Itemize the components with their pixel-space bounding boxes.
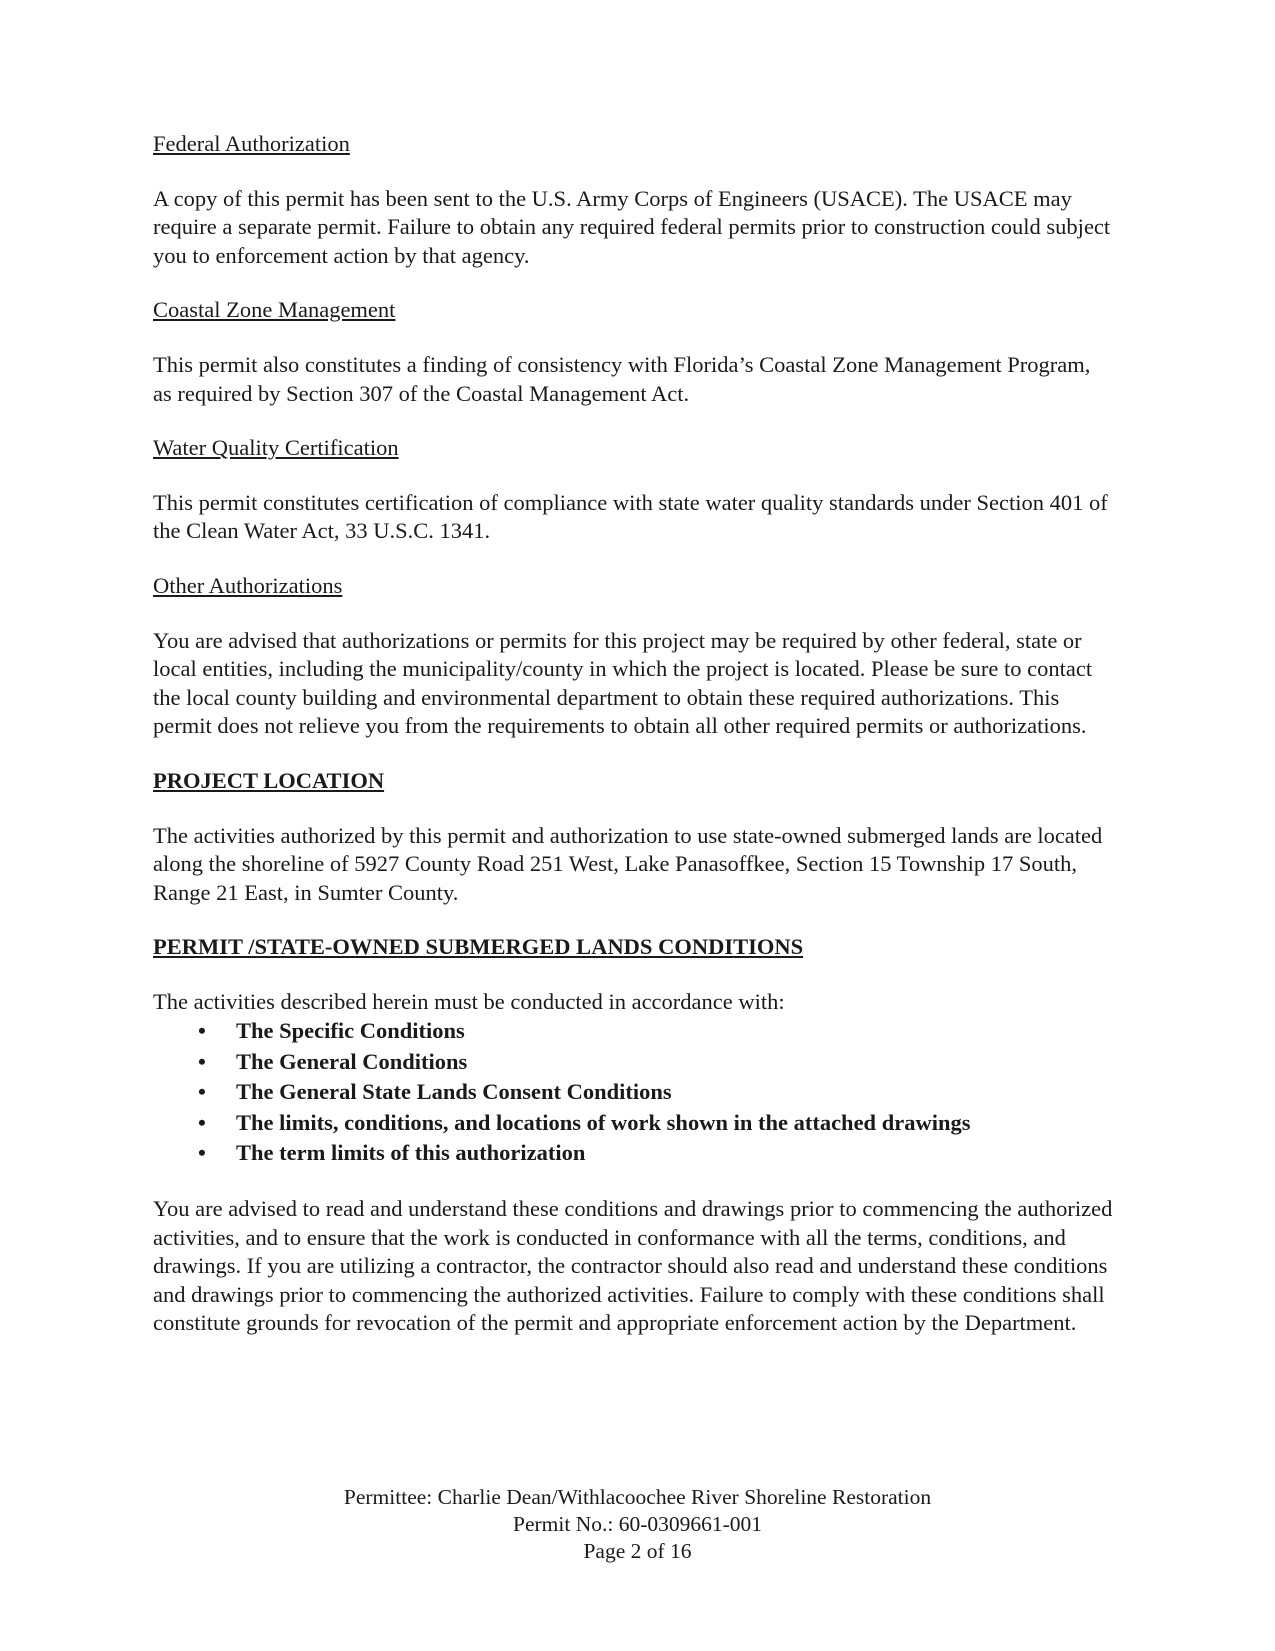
document-body [153, 130, 1113, 1338]
water-quality-text: This permit constitutes certification of compliance with state water quality standards under Section 401 of the Clean Water Act, 33 U.S.C. 1341. [153, 489, 1108, 544]
bullet-icon: • [198, 1048, 206, 1074]
list-item [198, 1047, 1113, 1078]
bullet-icon: • [198, 1140, 206, 1166]
conditions-closing-text: You are advised to read and understand these conditions and drawings prior to commencing the authorized activities, and to ensure that the work is conducted in conformance with all the terms, conditions, and drawings. If you are utilizing a contractor, the contractor should also read and understand these conditions and drawings prior to commencing the authorized activities. Failure to comply with these conditions shall constitute grounds for revocation of the permit and appropriate enforcement action by the Department. [153, 1195, 1113, 1336]
bullet-icon: • [198, 1018, 206, 1044]
bullet-icon: • [198, 1109, 206, 1135]
list-item [198, 1016, 1113, 1047]
other-authorizations-heading: Other Authorizations [153, 572, 343, 598]
water-quality-heading: Water Quality Certification [153, 435, 399, 461]
federal-authorization-heading: Federal Authorization [153, 131, 350, 156]
conditions-list [153, 1016, 1113, 1169]
list-item-text: The term limits of this authorization [236, 1140, 586, 1166]
footer-page-number: Page 2 of 16 [583, 1539, 692, 1563]
project-location-heading: PROJECT LOCATION [153, 767, 385, 793]
list-item [198, 1138, 1113, 1169]
list-item-text: The Specific Conditions [236, 1018, 465, 1044]
conditions-intro: The activities described herein must be conducted in accordance with: [153, 988, 785, 1014]
page-footer [0, 1484, 1275, 1565]
list-item-text: The General Conditions [236, 1048, 468, 1074]
list-item [198, 1077, 1113, 1108]
coastal-zone-heading: Coastal Zone Management [153, 297, 396, 323]
footer-permit-number: Permit No.: 60-0309661-001 [512, 1512, 763, 1536]
bullet-icon: • [198, 1079, 206, 1105]
federal-authorization-text: A copy of this permit has been sent to the U.S. Army Corps of Engineers (USACE). The USACE may require a separate permit. Failure to obtain any required federal permits prior to construction could subject you to enforcement action by that agency. [153, 185, 1111, 268]
coastal-zone-text: This permit also constitutes a finding of consistency with Florida’s Coastal Zone Management Program, as required by Section 307 of the Coastal Management Act. [153, 351, 1091, 406]
conditions-heading: PERMIT /STATE-OWNED SUBMERGED LANDS CONDITIONS [153, 934, 804, 960]
footer-permittee: Permittee: Charlie Dean/Withlacoochee River Shoreline Restoration [343, 1485, 932, 1509]
list-item [198, 1108, 1113, 1139]
list-item-text: The limits, conditions, and locations of work shown in the attached drawings [236, 1109, 971, 1135]
list-item-text: The General State Lands Consent Conditions [236, 1079, 672, 1105]
project-location-text: The activities authorized by this permit and authorization to use state-owned submerged lands are located along the shoreline of 5927 County Road 251 West, Lake Panasoffkee, Section 15 Township 17 South, Range 21 East, in Sumter County. [153, 822, 1103, 905]
other-authorizations-text: You are advised that authorizations or permits for this project may be required by other federal, state or local entities, including the municipality/county in which the project is located. Please be sure to contact the local county building and environmental department to obtain these required authorizations. This permit does not relieve you from the requirements to obtain all other required permits or authorizations. [153, 627, 1093, 739]
